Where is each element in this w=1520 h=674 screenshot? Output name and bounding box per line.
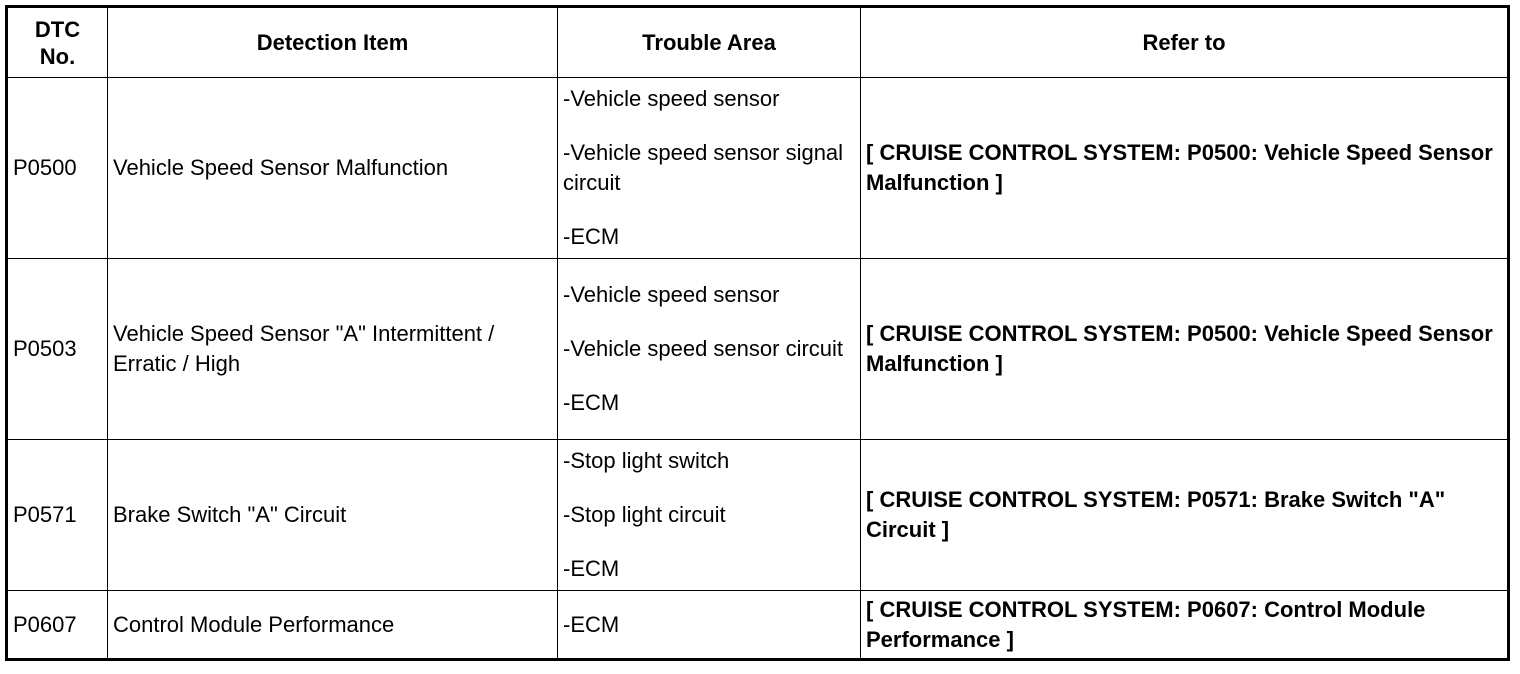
trouble-item: -ECM [563, 611, 620, 637]
trouble-item: -Stop light circuit [563, 502, 726, 527]
detection-item: Brake Switch "A" Circuit [108, 440, 558, 591]
detection-item: Control Module Performance [108, 591, 558, 660]
trouble-area [558, 591, 861, 660]
header-detection-item: Detection Item [108, 7, 558, 78]
refer-link[interactable]: [ CRUISE CONTROL SYSTEM: P0500: Vehicle Speed Sensor Malfunction ] [861, 259, 1509, 440]
trouble-area [558, 259, 861, 440]
trouble-item: -ECM [563, 224, 620, 249]
table-row [7, 440, 1509, 591]
header-dtc-line1: DTC [34, 16, 81, 42]
dtc-table [5, 5, 1510, 661]
trouble-item: -ECM [563, 556, 620, 581]
header-refer-to: Refer to [861, 7, 1509, 78]
refer-link[interactable]: [ CRUISE CONTROL SYSTEM: P0571: Brake Switch "A" Circuit ] [861, 440, 1509, 591]
header-trouble-area: Trouble Area [558, 7, 861, 78]
trouble-item: -Vehicle speed sensor [563, 282, 780, 307]
trouble-area [558, 78, 861, 259]
header-row [7, 7, 1509, 78]
trouble-item: -Vehicle speed sensor signal circuit [563, 140, 844, 195]
dtc-code: P0503 [7, 259, 108, 440]
header-dtc-line2: No. [39, 43, 76, 69]
trouble-item: -ECM [563, 390, 620, 415]
dtc-code: P0607 [7, 591, 108, 660]
dtc-code: P0571 [7, 440, 108, 591]
trouble-item: -Vehicle speed sensor circuit [563, 336, 844, 361]
detection-item: Vehicle Speed Sensor "A" Intermittent / Erratic / High [108, 259, 558, 440]
refer-link[interactable]: [ CRUISE CONTROL SYSTEM: P0607: Control Module Performance ] [861, 591, 1509, 660]
trouble-item: -Stop light switch [563, 448, 730, 473]
trouble-area [558, 440, 861, 591]
dtc-code: P0500 [7, 78, 108, 259]
detection-item: Vehicle Speed Sensor Malfunction [108, 78, 558, 259]
table-row [7, 78, 1509, 259]
table-row [7, 591, 1509, 660]
header-dtc-no [7, 7, 108, 78]
table-row [7, 259, 1509, 440]
trouble-item: -Vehicle speed sensor [563, 86, 780, 111]
refer-link[interactable]: [ CRUISE CONTROL SYSTEM: P0500: Vehicle Speed Sensor Malfunction ] [861, 78, 1509, 259]
